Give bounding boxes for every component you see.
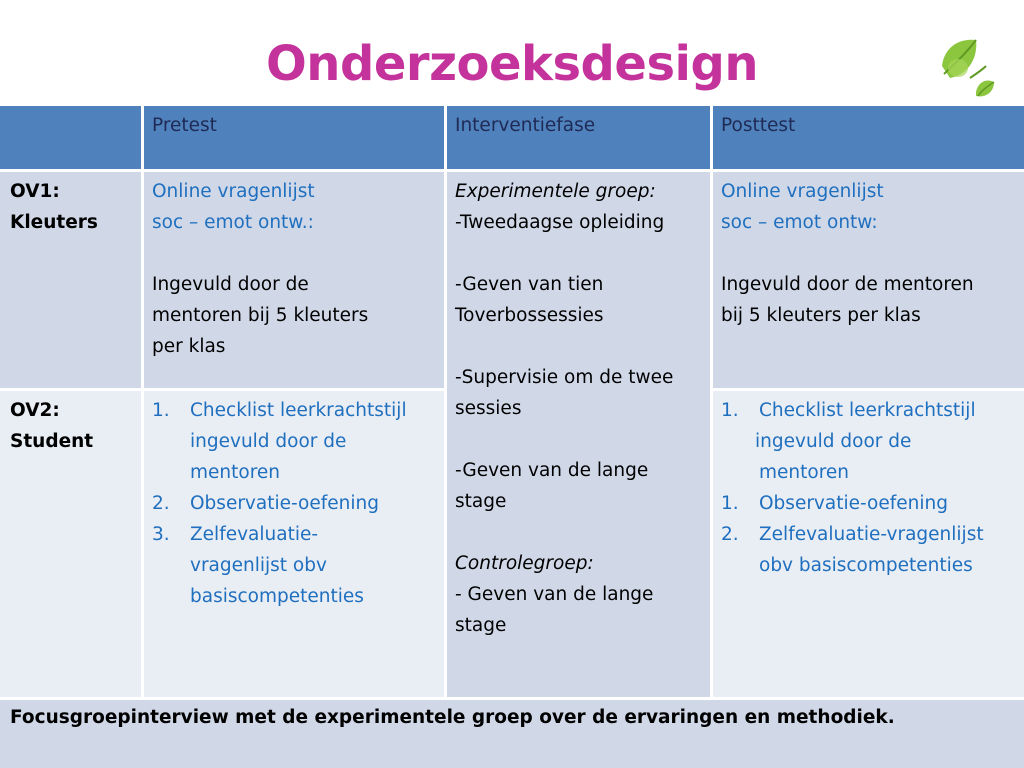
ov2-posttest-cell: [711, 389, 1024, 698]
footer-cell: Focusgroepinterview met de experimentele groep over de ervaringen en methodiek.: [0, 698, 1024, 768]
header-posttest: Posttest: [711, 103, 1024, 170]
leaves-icon: [936, 30, 1016, 108]
ov1-pretest-cell: Online vragenlijst soc – emot ontw.: Ingevuld door de mentoren bij 5 kleuters per klas: [142, 170, 445, 389]
list-item: 1. Observatie-oefening: [721, 493, 948, 514]
ov2-label: OV2: Student: [0, 389, 142, 698]
list-item: 3. Zelfevaluatie- vragenlijst obv basiscompetenties: [152, 524, 364, 607]
ov2-pretest-cell: [142, 389, 445, 698]
list-item: 2. Observatie-oefening: [152, 493, 379, 514]
header-interventiefase: Interventiefase: [445, 103, 711, 170]
list-item: 2. Zelfevaluatie-vragenlijst obv basiscompetenties: [721, 524, 984, 576]
header-pretest: Pretest: [142, 103, 445, 170]
ov1-label: OV1: Kleuters: [0, 170, 142, 389]
ov1-posttest-cell: Online vragenlijst soc – emot ontw: Ingevuld door de mentoren bij 5 kleuters per klas: [711, 170, 1024, 389]
design-table: [0, 103, 1024, 768]
slide-title: Onderzoeksdesign: [266, 36, 758, 92]
header-empty-cell: [0, 103, 142, 170]
interventie-cell: Experimentele groep: -Tweedaagse opleiding -Geven van tien Toverbossessies -Supervisie om de twee sessies -Geven van de lange stage Controlegroep: - Geven van de lange stage: [445, 170, 711, 698]
list-item: 1. Checklist leerkrachtstijl ingevuld door de mentoren: [721, 400, 976, 483]
list-item: 1. Checklist leerkrachtstijl ingevuld door de mentoren: [152, 400, 407, 483]
